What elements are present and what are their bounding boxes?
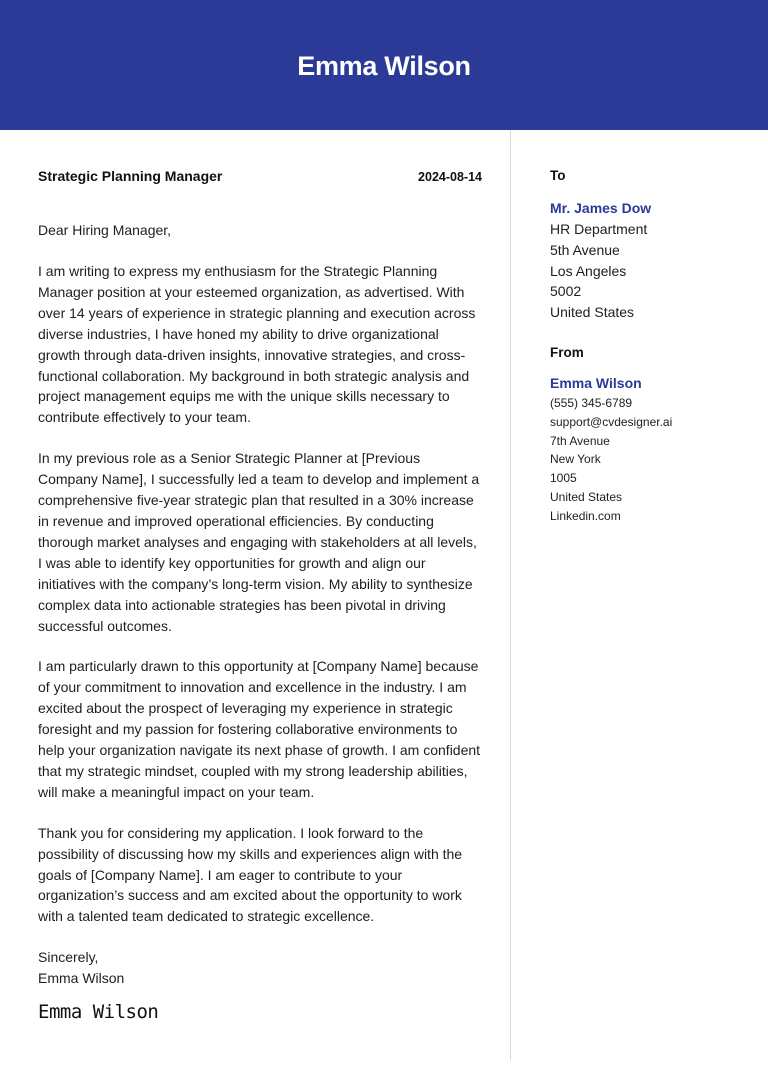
column-divider xyxy=(510,130,511,1060)
sender-phone: (555) 345-6789 xyxy=(550,395,633,410)
recipient-city: Los Angeles xyxy=(550,262,627,279)
paragraph-1: I am writing to express my enthusiasm for the Strategic Planning Manager position at your esteemed organization, as advertised. With over 14 years of experience in strategic planning and execution across diverse industries, I have honed my ability to drive organizational growth through data-driven insights, innovative strategies, and cross-functional collaboration. My background in both strategic analysis and project management equips me with the unique skills necessary to contribute effectively to your team. xyxy=(38,263,476,426)
sender-street: 7th Avenue xyxy=(550,433,610,448)
salutation: Dear Hiring Manager, xyxy=(38,222,172,238)
from-label: From xyxy=(550,344,584,360)
job-title: Strategic Planning Manager xyxy=(38,168,223,184)
sender-country: United States xyxy=(550,489,623,504)
paragraph-4: Thank you for considering my application. I look forward to the possibility of discussing how my skills and experiences align with the goals of [Company Name]. I am eager to contribute to your organization’s success and am excited about the opportunity to work with a talented team dedicated to strategic excellence. xyxy=(38,824,463,925)
sender-zip: 1005 xyxy=(550,471,577,486)
recipient-department: HR Department xyxy=(550,221,648,237)
closing-phrase: Sincerely, xyxy=(38,949,99,966)
signature: Emma Wilson xyxy=(38,1001,159,1024)
recipient-country: United States xyxy=(550,304,635,321)
paragraph-2: In my previous role as a Senior Strategic Planner at [Previous Company Name], I successfully led a team to develop and implement a comprehensive five-year strategic plan that resulted in a 30% increase in revenue and improved operational efficiencies. By conducting thorough market analyses and engaging with stakeholders at all levels, I was able to identify key opportunities for growth and align our initiatives with the company’s long-term vision. My ability to synthesize complex data into actionable strategies has been pivotal in driving successful outcomes. xyxy=(38,450,480,634)
header-banner xyxy=(0,0,768,130)
to-label: To xyxy=(550,168,566,183)
closing-block xyxy=(38,947,482,989)
applicant-name: Emma Wilson xyxy=(297,50,471,81)
closing-name: Emma Wilson xyxy=(38,970,125,987)
recipient-zip: 5002 xyxy=(550,283,582,300)
letter-title-row xyxy=(38,168,482,188)
sender-email[interactable]: support@cvdesigner.ai xyxy=(550,414,673,429)
paragraph-3: I am particularly drawn to this opportunity at [Company Name] because of your commitment to innovation and excellence in the industry. I am excited about the prospect of leveraging my experience in strategic foresight and my passion for fostering collaborative environments to help your organization navigate its next phase of growth. I am confident that my strategic mindset, coupled with my strong leadership abilities, will make a meaningful impact on your team. xyxy=(38,658,481,800)
letter-body xyxy=(38,168,482,1023)
recipient-street: 5th Avenue xyxy=(550,241,620,258)
recipient-name: Mr. James Dow xyxy=(550,200,652,216)
address-sidebar xyxy=(550,168,750,526)
sender-linkedin[interactable]: Linkedin.com xyxy=(550,508,621,523)
sender-city: New York xyxy=(550,452,601,467)
sender-name: Emma Wilson xyxy=(550,374,642,391)
letter-date: 2024-08-14 xyxy=(418,170,482,184)
